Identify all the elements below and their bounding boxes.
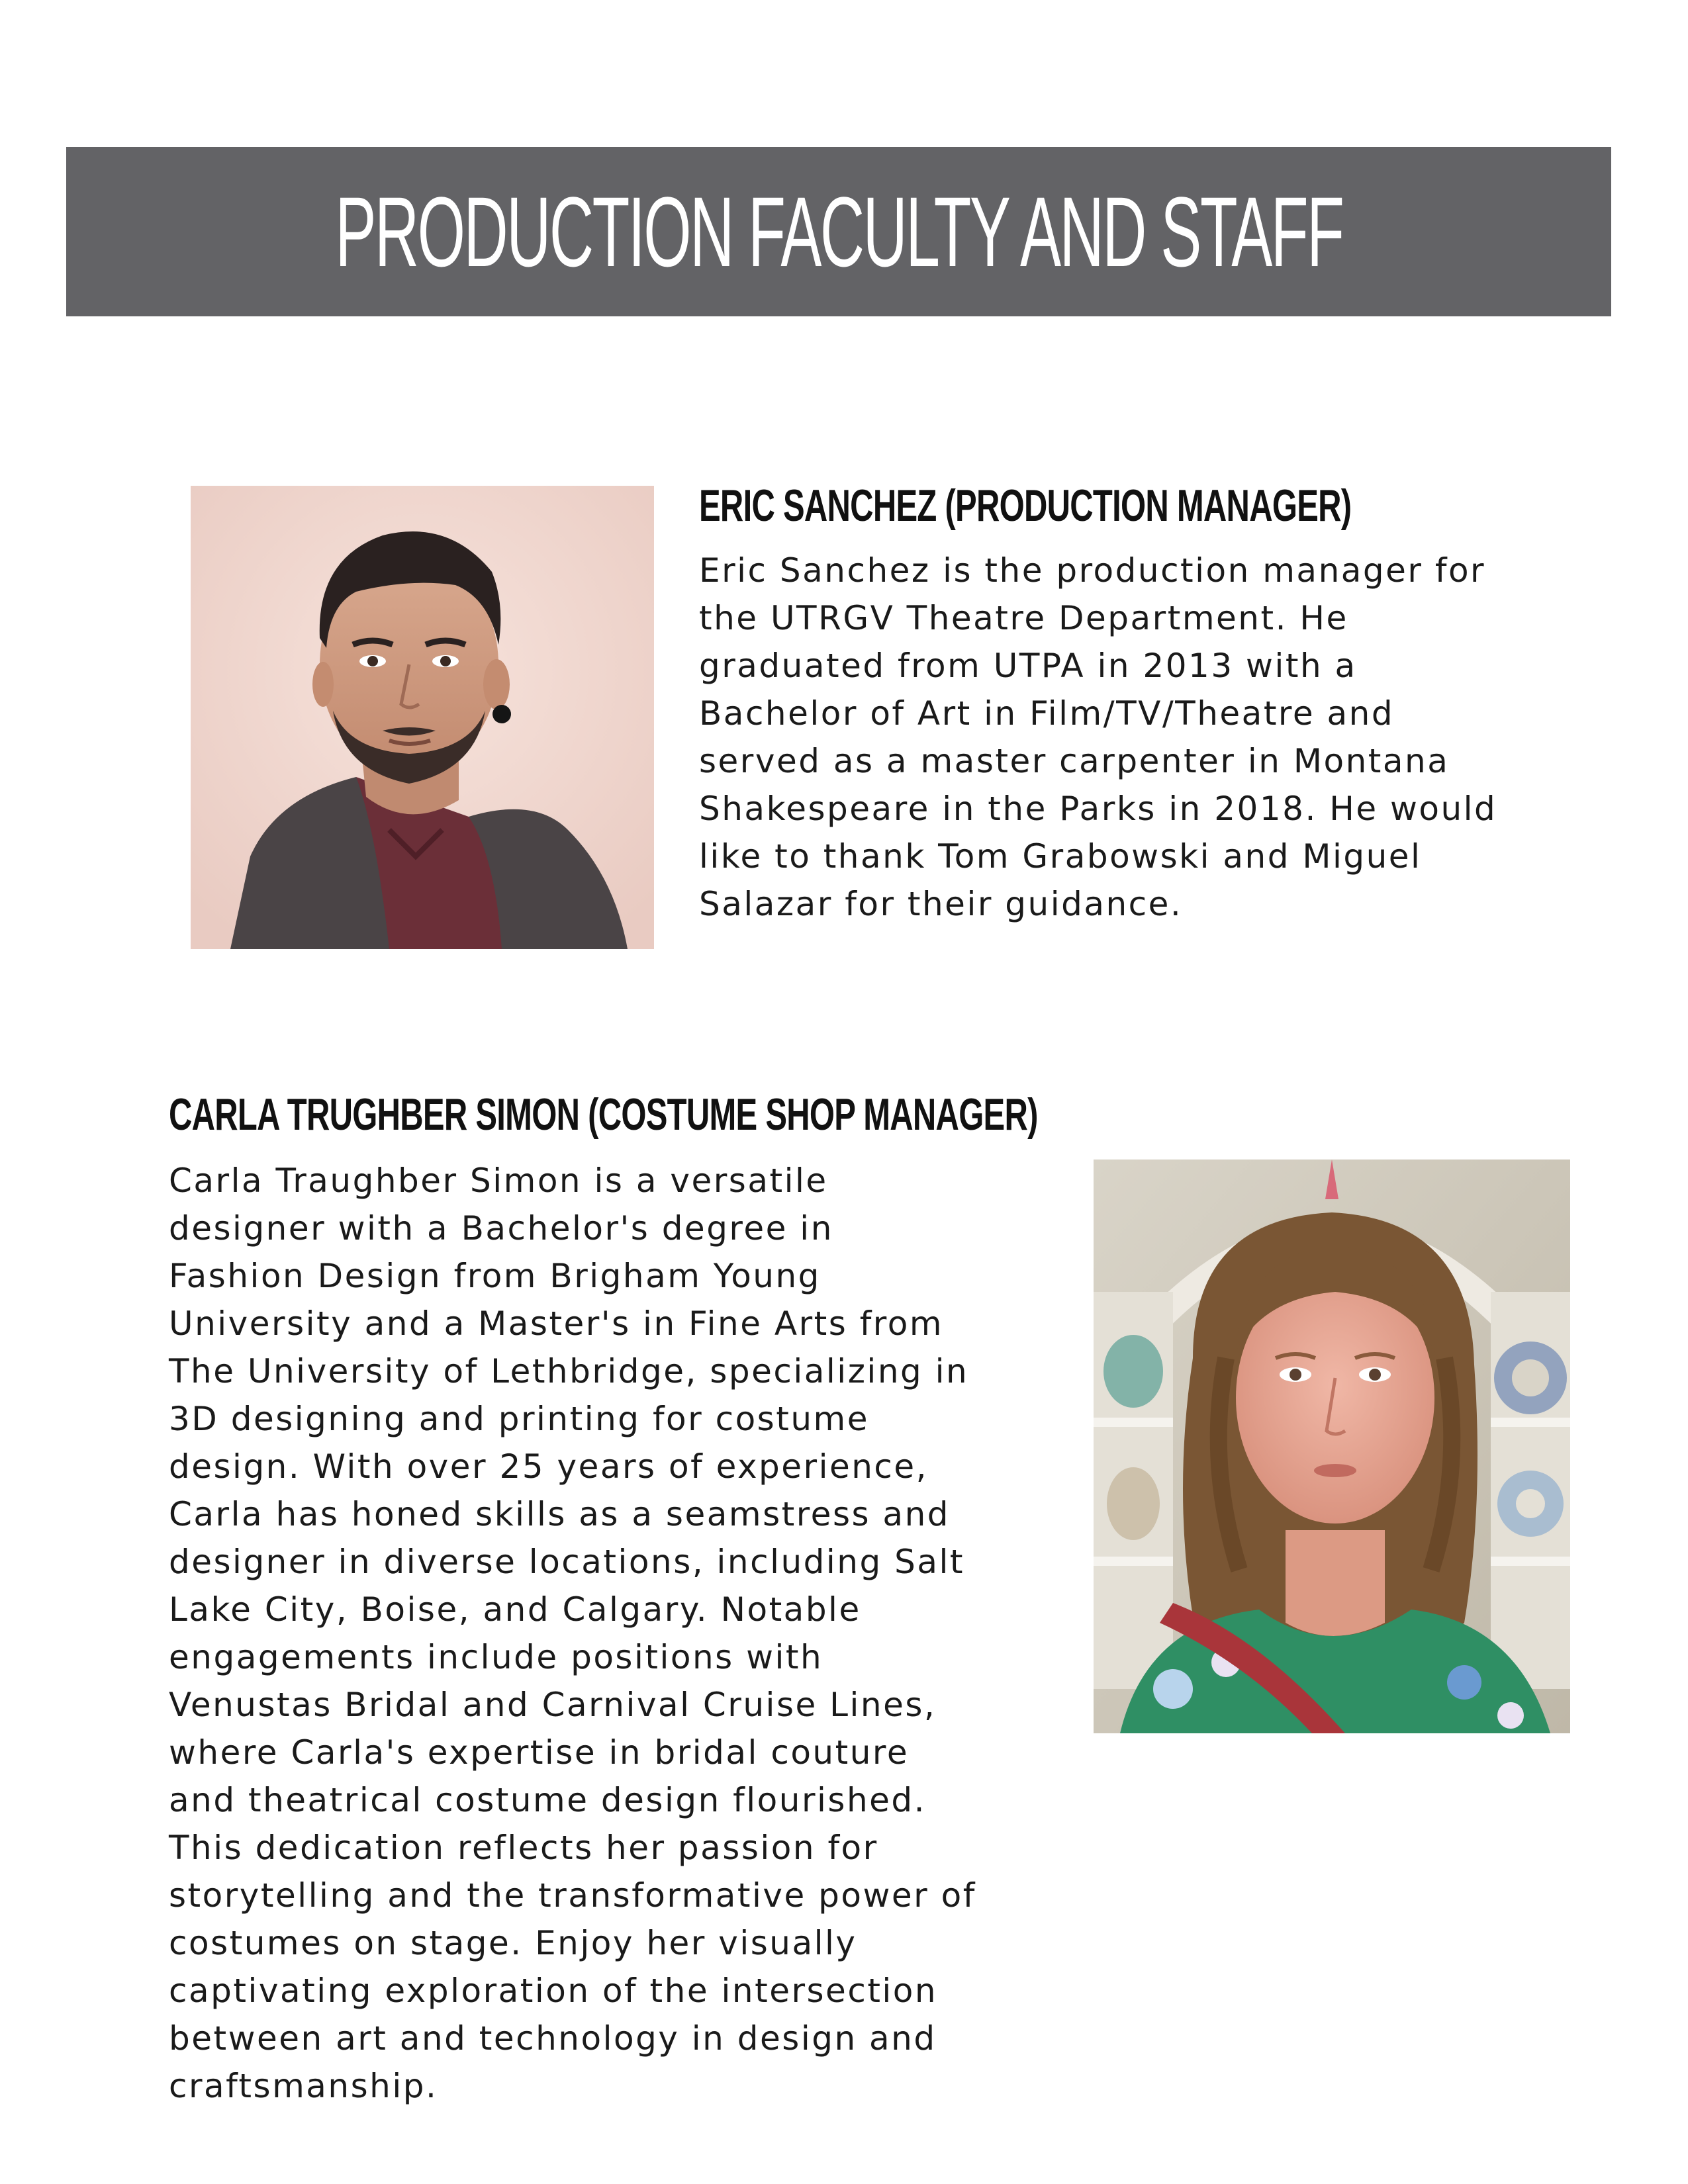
carla-trughber-simon-portrait	[1094, 1160, 1570, 1733]
bio-line: graduated from UTPA in 2013 with a	[699, 647, 1357, 685]
bio-line: Venustas Bridal and Carnival Cruise Lines,	[169, 1686, 937, 1724]
bio-line: University and a Master's in Fine Arts from	[169, 1304, 944, 1343]
bio-line: between art and technology in design and	[169, 2019, 937, 2058]
bio-line: Salazar for their guidance.	[699, 885, 1183, 923]
bio-line: Eric Sanchez is the production manager for	[699, 551, 1486, 590]
bio-line: served as a master carpenter in Montana	[699, 742, 1450, 780]
bio-line: craftsmanship.	[169, 2067, 438, 2105]
eric-sanchez-heading: ERIC SANCHEZ (PRODUCTION MANAGER)	[699, 480, 1352, 531]
bio-line: engagements include positions with	[169, 1638, 823, 1676]
bio-line: Shakespeare in the Parks in 2018. He would	[699, 790, 1497, 828]
bio-line: where Carla's expertise in bridal couture	[169, 1733, 910, 1772]
bio-line: and theatrical costume design flourished.	[169, 1781, 927, 1819]
bio-line: This dedication reflects her passion for	[169, 1829, 878, 1867]
bio-line: designer with a Bachelor's degree in	[169, 1209, 833, 1248]
bio-line: Carla has honed skills as a seamstress and	[169, 1495, 950, 1533]
bio-line: 3D designing and printing for costume	[169, 1400, 869, 1438]
title-banner	[66, 147, 1611, 316]
bio-line: Fashion Design from Brigham Young	[169, 1257, 821, 1295]
bio-line: Lake City, Boise, and Calgary. Notable	[169, 1590, 861, 1629]
carla-trughber-simon-heading: CARLA TRUGHBER SIMON (COSTUME SHOP MANAGER)	[169, 1089, 1038, 1140]
bio-line: captivating exploration of the intersection	[169, 1972, 938, 2010]
bio-line: Bachelor of Art in Film/TV/Theatre and	[699, 694, 1395, 733]
page-title: PRODUCTION FACULTY AND STAFF	[334, 176, 1343, 287]
bio-line: The University of Lethbridge, specializing in	[169, 1352, 969, 1390]
bio-line: storytelling and the transformative power of	[169, 1876, 976, 1915]
bio-line: Carla Traughber Simon is a versatile	[169, 1161, 828, 1200]
bio-line: the UTRGV Theatre Department. He	[699, 599, 1348, 637]
bio-line: designer in diverse locations, including Salt	[169, 1543, 965, 1581]
eric-sanchez-portrait	[191, 486, 654, 949]
bio-line: like to thank Tom Grabowski and Miguel	[699, 837, 1422, 876]
carla-trughber-simon-bio	[169, 1157, 976, 2110]
bio-line: costumes on stage. Enjoy her visually	[169, 1924, 857, 1962]
eric-sanchez-bio	[699, 547, 1497, 928]
bio-line: design. With over 25 years of experience,	[169, 1447, 929, 1486]
